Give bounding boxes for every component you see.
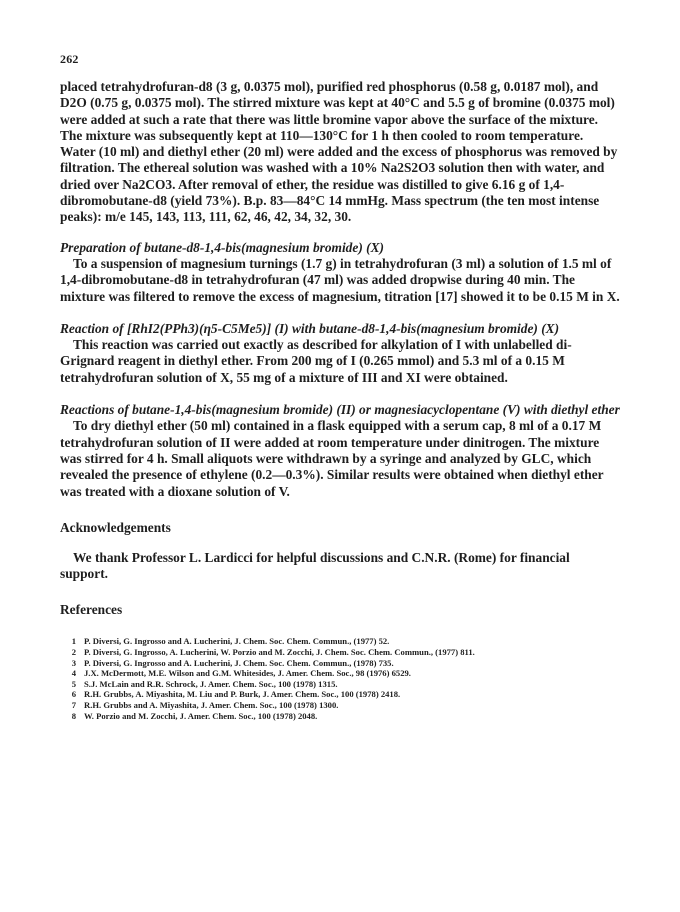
reference-number: 8 — [71, 710, 76, 721]
section-body: This reaction was carried out exactly as described for alkylation of I with unlabelled di-Grignard reagent in diethyl ether. From 200 mg of I (0.265 mmol) and 5.3 ml of a 0.15 M tetrahydrofuran solution of X, 55 mg of a mixture of III and XI were obtained. — [60, 337, 572, 385]
reference-item — [60, 700, 620, 711]
section-title: Reactions of butane-1,4-bis(magnesium bromide) (II) or magnesiacyclopentane (V) with diethyl ether — [60, 402, 620, 418]
page-number: 262 — [60, 52, 79, 66]
reference-number: 4 — [71, 668, 76, 679]
section-reaction-rh — [60, 321, 620, 386]
reference-number: 1 — [71, 636, 76, 647]
section-preparation — [60, 240, 620, 305]
reference-item — [60, 658, 620, 669]
reference-item — [60, 636, 620, 647]
reference-item — [60, 679, 620, 690]
reference-text: R.H. Grubbs and A. Miyashita, J. Amer. Chem. Soc., 100 (1978) 1300. — [84, 699, 339, 710]
document-page — [60, 52, 620, 721]
acknowledgements-heading: Acknowledgements — [60, 519, 171, 535]
section-body: To a suspension of magnesium turnings (1.7 g) in tetrahydrofuran (3 ml) a solution of 1.5 ml of 1,4-dibromobutane-d8 in tetrahydrofuran (47 ml) was added dropwise during 40 min. The mixture was filtered to remove the excess of magnesium, titration [17] showed it to be 0.15 M in X. — [60, 255, 620, 304]
reference-item — [60, 711, 620, 722]
section-body: To dry diethyl ether (50 ml) contained in a flask equipped with a serum cap, 8 ml of a 0.17 M tetrahydrofuran solution of II were added at room temperature under dinitrogen. The mixture was stirred for 4 h. Small aliquots were withdrawn by a syringe and analyzed by GLC, which revealed the presence of ethylene (0.2—0.3%). Similar results were obtained when diethyl ether was treated with a dioxane solution of V. — [60, 418, 604, 499]
reference-number: 2 — [71, 647, 76, 658]
reference-item — [60, 689, 620, 700]
reference-number: 5 — [71, 678, 76, 689]
section-title: Preparation of butane-d8-1,4-bis(magnesium bromide) (X) — [60, 239, 384, 255]
reference-text: R.H. Grubbs, A. Miyashita, M. Liu and P. Burk, J. Amer. Chem. Soc., 100 (1978) 2418. — [84, 689, 401, 700]
acknowledgements-text: We thank Professor L. Lardicci for helpful discussions and C.N.R. (Rome) for financial support. — [60, 549, 570, 582]
reference-number: 3 — [71, 657, 76, 668]
reference-number: 7 — [71, 699, 76, 710]
section-title: Reaction of [RhI2(PPh3)(η5-C5Me5)] (I) with butane-d8-1,4-bis(magnesium bromide) (X) — [60, 320, 560, 336]
references-heading: References — [60, 602, 123, 618]
reference-list — [60, 636, 620, 721]
section-reactions-ether — [60, 402, 620, 500]
reference-text: P. Diversi, G. Ingrosso and A. Lucherini, J. Chem. Soc. Chem. Commun., (1977) 52. — [84, 636, 390, 647]
reference-text: J.X. McDermott, M.E. Wilson and G.M. Whitesides, J. Amer. Chem. Soc., 98 (1976) 6529. — [84, 668, 411, 679]
reference-number: 6 — [71, 689, 76, 700]
reference-text: W. Porzio and M. Zocchi, J. Amer. Chem. Soc., 100 (1978) 2048. — [84, 710, 318, 721]
reference-text: P. Diversi, G. Ingrosso, A. Lucherini, W. Porzio and M. Zocchi, J. Chem. Soc. Chem. Commun., (1977) 811. — [84, 647, 475, 658]
intro-paragraph: placed tetrahydrofuran-d8 (3 g, 0.0375 mol), purified red phosphorus (0.58 g, 0.0187 mol), and D2O (0.75 g, 0.0375 mol). The stirred mixture was kept at 40°C and 5.5 g of bromine (0.0375 mol) were added at such a rate that there was little bromine vapor above the surface of the mixture. The mixture was subsequently kept at 110—130°C for 1 h then cooled to room temperature. Water (10 ml) and diethyl ether (20 ml) were added and the excess of phosphorus was removed by filtration. The ethereal solution was washed with a 10% Na2S2O3 solution then with water, and dried over Na2CO3. After removal of ether, the residue was distilled to give 6.16 g of 1,4-dibromobutane-d8 (yield 73%). B.p. 83—84°C 14 mmHg. Mass spectrum (the ten most intense peaks): m/e 145, 143, 113, 111, 62, 46, 42, 34, 32, 30. — [60, 79, 618, 225]
reference-item — [60, 668, 620, 679]
reference-text: S.J. McLain and R.R. Schrock, J. Amer. Chem. Soc., 100 (1978) 1315. — [84, 678, 338, 689]
reference-text: P. Diversi, G. Ingrosso and A. Lucherini, J. Chem. Soc. Chem. Commun., (1978) 735. — [84, 657, 394, 668]
reference-item — [60, 647, 620, 658]
